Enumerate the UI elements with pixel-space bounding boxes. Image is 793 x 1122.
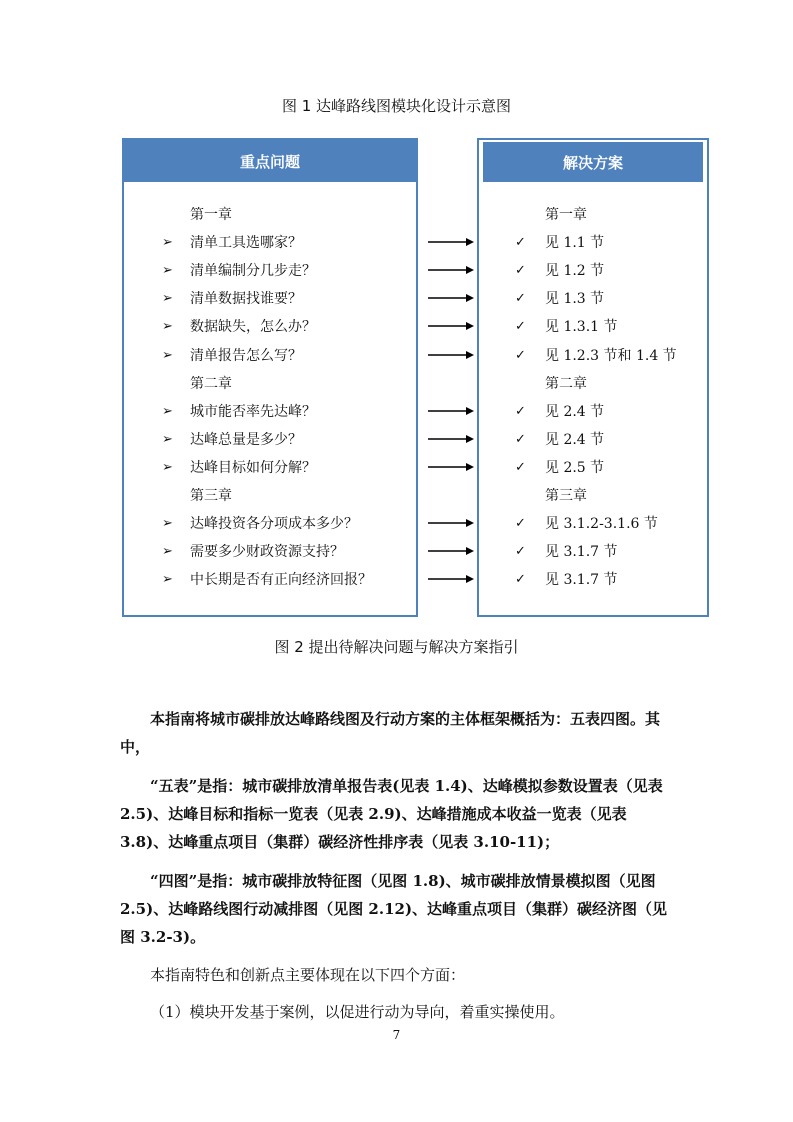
paragraph-features: 本指南特色和创新点主要体现在以下四个方面： [150, 966, 466, 984]
problem-item: 清单数据找谁要？ [190, 291, 302, 308]
solution-item: 见 2.4 节 [545, 403, 605, 420]
arrow-bullet-icon: ➢ [162, 347, 173, 363]
arrow-bullet-icon: ➢ [162, 319, 173, 335]
solution-item: 见 2.4 节 [545, 431, 605, 448]
solution-item: 见 1.3 节 [545, 291, 605, 308]
solution-chapter-heading: 第三章 [545, 488, 587, 504]
right-arrow-icon [428, 574, 474, 584]
right-arrow-icon [428, 406, 474, 416]
check-icon: ✓ [515, 403, 526, 419]
paragraph-four-figures: “四图”是指：城市碳排放特征图（见图 1.8)、城市碳排放情景模拟图（见图 2.5)、达峰路线图行动减排图（见图 2.12)、达峰重点项目（集群）碳经济图（见图 3.2-3)。 [120, 872, 668, 946]
problem-item: 中长期是否有正向经济回报？ [190, 572, 372, 589]
paragraph-point-1: （1）模块开发基于案例，以促进行动为导向，着重实操使用。 [150, 1003, 565, 1021]
right-arrow-icon [428, 265, 474, 275]
check-icon: ✓ [515, 319, 526, 335]
solution-item: 见 1.3.1 节 [545, 319, 618, 336]
solutions-box-header: 解决方案 [483, 142, 703, 182]
arrow-bullet-icon: ➢ [162, 572, 173, 588]
paragraph-five-tables: “五表”是指：城市碳排放清单报告表(见表 1.4)、达峰模拟参数设置表（见表 2.5)、达峰目标和指标一览表（见表 2.9)、达峰措施成本收益一览表（见表 3.8)、达峰重点项目（集群）碳经济性排序表（见表 3.10-11)； [120, 777, 663, 851]
right-arrow-icon [428, 546, 474, 556]
arrow-bullet-icon: ➢ [162, 291, 173, 307]
check-icon: ✓ [515, 572, 526, 588]
problem-item: 清单工具选哪家？ [190, 235, 302, 252]
solution-item: 见 3.1.7 节 [545, 572, 618, 589]
check-icon: ✓ [515, 516, 526, 532]
arrow-bullet-icon: ➢ [162, 403, 173, 419]
check-icon: ✓ [515, 263, 526, 279]
right-arrow-icon [428, 237, 474, 247]
problem-item: 城市能否率先达峰？ [190, 403, 316, 420]
figure2-caption: 图 2 提出待解决问题与解决方案指引 [274, 638, 519, 656]
solution-item: 见 1.2.3 节和 1.4 节 [545, 347, 677, 364]
solution-item: 见 3.1.2-3.1.6 节 [545, 516, 658, 533]
arrow-bullet-icon: ➢ [162, 516, 173, 532]
problem-item: 达峰总量是多少？ [190, 431, 302, 448]
page-number: 7 [392, 1028, 401, 1042]
right-arrow-icon [428, 434, 474, 444]
problem-chapter-heading: 第三章 [190, 488, 232, 504]
solution-item: 见 1.1 节 [545, 235, 605, 252]
paragraph-framework: 本指南将城市碳排放达峰路线图及行动方案的主体框架概括为：五表四图。其中， [120, 710, 661, 756]
problem-chapter-heading: 第一章 [190, 207, 232, 223]
right-arrow-icon [428, 462, 474, 472]
right-arrow-icon [428, 321, 474, 331]
solution-item: 见 1.2 节 [545, 263, 605, 280]
problem-item: 达峰目标如何分解？ [190, 459, 316, 476]
problems-box-header: 重点问题 [124, 140, 416, 182]
arrow-bullet-icon: ➢ [162, 263, 173, 279]
check-icon: ✓ [515, 291, 526, 307]
solutions-box [477, 138, 709, 617]
right-arrow-icon [428, 350, 474, 360]
right-arrow-icon [428, 293, 474, 303]
problem-chapter-heading: 第二章 [190, 375, 232, 392]
problem-item: 清单报告怎么写？ [190, 347, 302, 364]
arrow-bullet-icon: ➢ [162, 235, 173, 251]
check-icon: ✓ [515, 347, 526, 363]
problem-item: 清单编制分几步走？ [190, 263, 316, 280]
check-icon: ✓ [515, 544, 526, 560]
arrow-bullet-icon: ➢ [162, 544, 173, 560]
check-icon: ✓ [515, 459, 526, 475]
problem-item: 需要多少财政资源支持？ [190, 544, 344, 561]
figure1-caption: 图 1 达峰路线图模块化设计示意图 [281, 97, 512, 115]
solution-item: 见 2.5 节 [545, 459, 605, 476]
problems-box [122, 138, 418, 617]
arrow-bullet-icon: ➢ [162, 459, 173, 475]
right-arrow-icon [428, 518, 474, 528]
solution-item: 见 3.1.7 节 [545, 544, 618, 561]
solution-chapter-heading: 第二章 [545, 375, 587, 392]
problem-item: 数据缺失，怎么办？ [190, 319, 316, 336]
check-icon: ✓ [515, 431, 526, 447]
check-icon: ✓ [515, 235, 526, 251]
solution-chapter-heading: 第一章 [545, 207, 587, 223]
problem-item: 达峰投资各分项成本多少？ [190, 516, 358, 533]
arrow-bullet-icon: ➢ [162, 431, 173, 447]
